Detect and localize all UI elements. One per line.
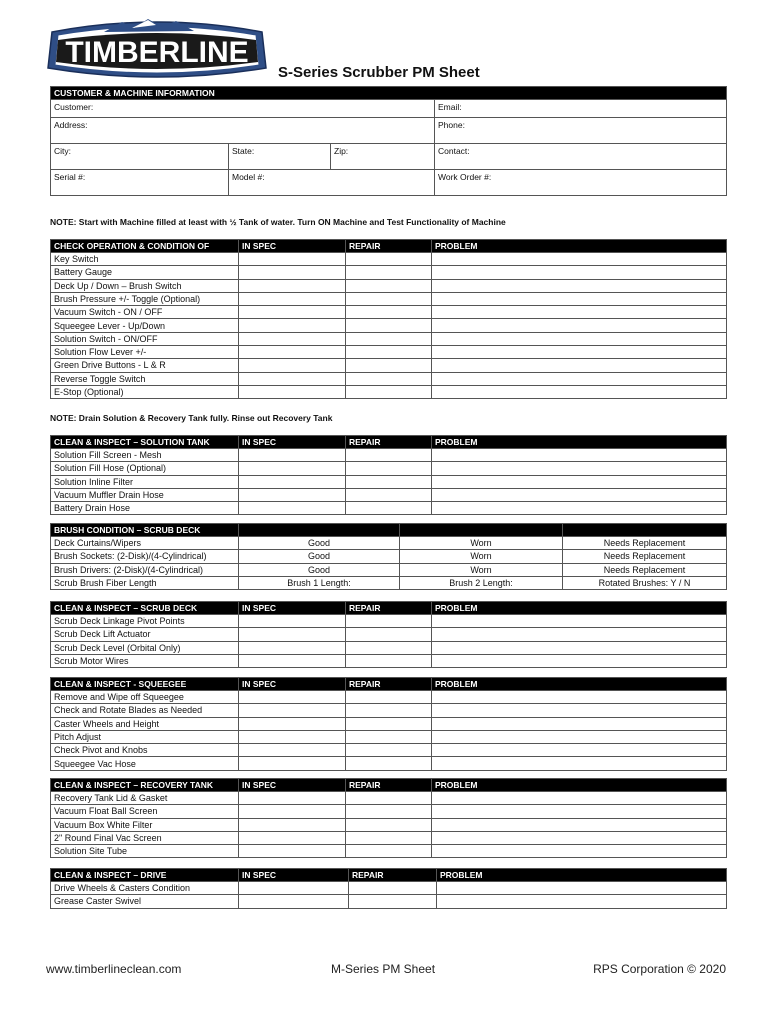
checklist-item-label: Solution Fill Screen - Mesh (51, 449, 239, 462)
repair-cell[interactable] (346, 502, 432, 515)
table-row (51, 628, 727, 641)
contact-field[interactable]: Contact: (435, 144, 727, 170)
table-row (51, 253, 727, 266)
table-row (51, 266, 727, 279)
table-row (51, 462, 727, 475)
drive-heading: CLEAN & INSPECT – DRIVE (51, 869, 239, 882)
drive-table (50, 868, 727, 909)
checklist-item-label: Reverse Toggle Switch (51, 372, 239, 385)
problem-cell[interactable] (432, 831, 727, 844)
checklist-item-label: Solution Switch - ON/OFF (51, 332, 239, 345)
problem-cell[interactable] (432, 385, 727, 398)
repair-header: REPAIR (346, 602, 432, 615)
table-row (51, 805, 727, 818)
in-spec-cell[interactable] (239, 449, 346, 462)
in-spec-cell[interactable] (239, 266, 346, 279)
worn-option[interactable]: Worn (400, 550, 563, 563)
squeegee-heading: CLEAN & INSPECT - SQUEEGEE (51, 678, 239, 691)
repair-header: REPAIR (346, 678, 432, 691)
checklist-item-label: Remove and Wipe off Squeegee (51, 691, 239, 704)
table-row (51, 346, 727, 359)
in-spec-cell[interactable] (239, 882, 349, 895)
table-row (51, 895, 727, 908)
checklist-item-label: E-Stop (Optional) (51, 385, 239, 398)
footer-website[interactable]: www.timberlineclean.com (46, 962, 182, 976)
problem-header: PROBLEM (432, 602, 727, 615)
repair-cell[interactable] (346, 641, 432, 654)
problem-cell[interactable] (437, 882, 727, 895)
problem-header: PROBLEM (437, 869, 727, 882)
checklist-item-label: Green Drive Buttons - L & R (51, 359, 239, 372)
repair-cell[interactable] (346, 654, 432, 667)
table-row (51, 475, 727, 488)
good-option[interactable]: Good (239, 563, 400, 576)
in-spec-cell[interactable] (239, 615, 346, 628)
problem-cell[interactable] (432, 502, 727, 515)
repair-cell[interactable] (346, 253, 432, 266)
in-spec-cell[interactable] (239, 845, 346, 858)
in-spec-cell[interactable] (239, 818, 346, 831)
repair-cell[interactable] (346, 691, 432, 704)
table-row (51, 717, 727, 730)
row-label: Brush Sockets: (2-Disk)/(4-Cylindrical) (51, 550, 239, 563)
checklist-item-label: Scrub Deck Level (Orbital Only) (51, 641, 239, 654)
brush-1-length-field[interactable]: Brush 1 Length: (239, 576, 400, 589)
check-operation-heading: CHECK OPERATION & CONDITION OF (51, 240, 239, 253)
repair-header: REPAIR (346, 779, 432, 792)
problem-header: PROBLEM (432, 779, 727, 792)
in-spec-cell[interactable] (239, 831, 346, 844)
repair-cell[interactable] (346, 372, 432, 385)
solution-tank-table (50, 435, 727, 515)
table-row (51, 550, 727, 563)
email-field[interactable]: Email: (435, 100, 727, 118)
problem-cell[interactable] (432, 253, 727, 266)
worn-option[interactable]: Worn (400, 563, 563, 576)
table-row (51, 654, 727, 667)
checklist-item-label: Vacuum Float Ball Screen (51, 805, 239, 818)
in-spec-cell[interactable] (239, 292, 346, 305)
problem-cell[interactable] (432, 744, 727, 757)
brush-condition-heading: BRUSH CONDITION – SCRUB DECK (51, 524, 239, 537)
problem-cell[interactable] (432, 717, 727, 730)
checklist-item-label: Check Pivot and Knobs (51, 744, 239, 757)
table-row (51, 831, 727, 844)
in-spec-header: IN SPEC (239, 678, 346, 691)
problem-cell[interactable] (432, 730, 727, 743)
repair-cell[interactable] (346, 805, 432, 818)
in-spec-cell[interactable] (239, 641, 346, 654)
table-row (51, 576, 727, 589)
in-spec-header: IN SPEC (239, 602, 346, 615)
checklist-item-label: Vacuum Switch - ON / OFF (51, 306, 239, 319)
repair-cell[interactable] (346, 292, 432, 305)
in-spec-header: IN SPEC (239, 436, 346, 449)
squeegee-table (50, 677, 727, 771)
checklist-item-label: Brush Pressure +/- Toggle (Optional) (51, 292, 239, 305)
repair-cell[interactable] (346, 279, 432, 292)
repair-cell[interactable] (346, 744, 432, 757)
table-row (51, 332, 727, 345)
row-label: Brush Drivers: (2-Disk)/(4-Cylindrical) (51, 563, 239, 576)
checklist-item-label: Vacuum Muffler Drain Hose (51, 488, 239, 501)
page-title: S-Series Scrubber PM Sheet (278, 64, 480, 81)
table-row (51, 641, 727, 654)
in-spec-cell[interactable] (239, 744, 346, 757)
checklist-item-label: Key Switch (51, 253, 239, 266)
problem-cell[interactable] (437, 895, 727, 908)
repair-cell[interactable] (346, 730, 432, 743)
table-row (51, 563, 727, 576)
repair-cell[interactable] (346, 346, 432, 359)
problem-cell[interactable] (432, 615, 727, 628)
in-spec-header: IN SPEC (239, 869, 349, 882)
in-spec-cell[interactable] (239, 654, 346, 667)
footer-copyright: RPS Corporation © 2020 (593, 962, 726, 976)
checklist-item-label: Check and Rotate Blades as Needed (51, 704, 239, 717)
repair-cell[interactable] (346, 704, 432, 717)
problem-cell[interactable] (432, 359, 727, 372)
table-row (51, 882, 727, 895)
replace-option[interactable]: Needs Replacement (563, 563, 727, 576)
repair-cell[interactable] (346, 615, 432, 628)
table-row (51, 319, 727, 332)
good-option[interactable]: Good (239, 550, 400, 563)
in-spec-cell[interactable] (239, 805, 346, 818)
in-spec-cell[interactable] (239, 359, 346, 372)
in-spec-cell[interactable] (239, 279, 346, 292)
checklist-item-label: Caster Wheels and Height (51, 717, 239, 730)
checklist-item-label: Solution Inline Filter (51, 475, 239, 488)
checklist-item-label: Grease Caster Swivel (51, 895, 239, 908)
table-row (51, 385, 727, 398)
checklist-item-label: Squeegee Lever - Up/Down (51, 319, 239, 332)
table-row (51, 359, 727, 372)
table-row (51, 792, 727, 805)
table-row (51, 744, 727, 757)
in-spec-cell[interactable] (239, 704, 346, 717)
recovery-tank-table (50, 778, 727, 858)
table-row (51, 502, 727, 515)
problem-cell[interactable] (432, 691, 727, 704)
table-row (51, 818, 727, 831)
problem-header: PROBLEM (432, 436, 727, 449)
checklist-item-label: Scrub Motor Wires (51, 654, 239, 667)
table-row (51, 691, 727, 704)
problem-cell[interactable] (432, 654, 727, 667)
problem-cell[interactable] (432, 372, 727, 385)
row-label: Scrub Brush Fiber Length (51, 576, 239, 589)
repair-header: REPAIR (349, 869, 437, 882)
scrub-deck-table (50, 601, 727, 668)
footer-sheet-name: M-Series PM Sheet (331, 962, 436, 976)
in-spec-header: IN SPEC (239, 240, 346, 253)
repair-cell[interactable] (349, 882, 437, 895)
in-spec-cell[interactable] (239, 757, 346, 770)
problem-cell[interactable] (432, 449, 727, 462)
worn-option[interactable]: Worn (400, 537, 563, 550)
zip-field[interactable]: Zip: (331, 144, 435, 170)
table-row (51, 704, 727, 717)
in-spec-cell[interactable] (239, 628, 346, 641)
work-order-field[interactable]: Work Order #: (435, 170, 727, 196)
table-row (51, 292, 727, 305)
problem-cell[interactable] (432, 628, 727, 641)
customer-field[interactable]: Customer: (51, 100, 435, 118)
in-spec-cell[interactable] (239, 895, 349, 908)
repair-cell[interactable] (349, 895, 437, 908)
in-spec-cell[interactable] (239, 502, 346, 515)
repair-cell[interactable] (346, 332, 432, 345)
problem-cell[interactable] (432, 757, 727, 770)
note-start: NOTE: Start with Machine filled at least with ½ Tank of water. Turn ON Machine and Test Functionality of Machine (50, 217, 506, 227)
checklist-item-label: Scrub Deck Linkage Pivot Points (51, 615, 239, 628)
checklist-item-label: Pitch Adjust (51, 730, 239, 743)
in-spec-cell[interactable] (239, 717, 346, 730)
good-option[interactable]: Good (239, 537, 400, 550)
problem-cell[interactable] (432, 475, 727, 488)
brush-condition-table (50, 523, 727, 590)
address-field[interactable]: Address: (51, 118, 435, 144)
problem-cell[interactable] (432, 805, 727, 818)
in-spec-cell[interactable] (239, 385, 346, 398)
in-spec-cell[interactable] (239, 332, 346, 345)
repair-cell[interactable] (346, 818, 432, 831)
problem-cell[interactable] (432, 306, 727, 319)
in-spec-cell[interactable] (239, 346, 346, 359)
in-spec-cell[interactable] (239, 792, 346, 805)
logo-text: TIMBERLINE (65, 36, 249, 69)
replace-option[interactable]: Needs Replacement (563, 550, 727, 563)
in-spec-cell[interactable] (239, 730, 346, 743)
solution-tank-heading: CLEAN & INSPECT – SOLUTION TANK (51, 436, 239, 449)
checklist-item-label: Deck Up / Down – Brush Switch (51, 279, 239, 292)
repair-cell[interactable] (346, 319, 432, 332)
repair-cell[interactable] (346, 831, 432, 844)
in-spec-header: IN SPEC (239, 779, 346, 792)
table-row (51, 372, 727, 385)
check-operation-table (50, 239, 727, 399)
table-row (51, 757, 727, 770)
in-spec-cell[interactable] (239, 306, 346, 319)
table-row (51, 845, 727, 858)
problem-cell[interactable] (432, 488, 727, 501)
problem-cell[interactable] (432, 332, 727, 345)
checklist-item-label: Vacuum Box White Filter (51, 818, 239, 831)
repair-cell[interactable] (346, 717, 432, 730)
repair-cell[interactable] (346, 757, 432, 770)
phone-field[interactable]: Phone: (435, 118, 727, 144)
problem-cell[interactable] (432, 792, 727, 805)
problem-cell[interactable] (432, 319, 727, 332)
in-spec-cell[interactable] (239, 462, 346, 475)
checklist-item-label: Solution Fill Hose (Optional) (51, 462, 239, 475)
row-label: Deck Curtains/Wipers (51, 537, 239, 550)
customer-info-heading: CUSTOMER & MACHINE INFORMATION (51, 87, 727, 100)
note-drain: NOTE: Drain Solution & Recovery Tank fully. Rinse out Recovery Tank (50, 413, 333, 423)
table-row (51, 615, 727, 628)
checklist-item-label: Battery Gauge (51, 266, 239, 279)
problem-header: PROBLEM (432, 240, 727, 253)
table-row (51, 488, 727, 501)
scrub-deck-heading: CLEAN & INSPECT – SCRUB DECK (51, 602, 239, 615)
table-row (51, 449, 727, 462)
table-row (51, 537, 727, 550)
repair-cell[interactable] (346, 475, 432, 488)
problem-cell[interactable] (432, 266, 727, 279)
repair-cell[interactable] (346, 449, 432, 462)
problem-cell[interactable] (432, 704, 727, 717)
problem-header: PROBLEM (432, 678, 727, 691)
in-spec-cell[interactable] (239, 253, 346, 266)
repair-cell[interactable] (346, 792, 432, 805)
repair-cell[interactable] (346, 488, 432, 501)
checklist-item-label: Solution Flow Lever +/- (51, 346, 239, 359)
checklist-item-label: Scrub Deck Lift Actuator (51, 628, 239, 641)
checklist-item-label: Battery Drain Hose (51, 502, 239, 515)
problem-cell[interactable] (432, 346, 727, 359)
repair-cell[interactable] (346, 266, 432, 279)
checklist-item-label: 2" Round Final Vac Screen (51, 831, 239, 844)
checklist-item-label: Recovery Tank Lid & Gasket (51, 792, 239, 805)
in-spec-cell[interactable] (239, 372, 346, 385)
table-row (51, 306, 727, 319)
problem-cell[interactable] (432, 279, 727, 292)
in-spec-cell[interactable] (239, 319, 346, 332)
recovery-tank-heading: CLEAN & INSPECT – RECOVERY TANK (51, 779, 239, 792)
repair-cell[interactable] (346, 628, 432, 641)
checklist-item-label: Squeegee Vac Hose (51, 757, 239, 770)
repair-cell[interactable] (346, 845, 432, 858)
table-row (51, 279, 727, 292)
state-field[interactable]: State: (229, 144, 331, 170)
brush-2-length-field[interactable]: Brush 2 Length: (400, 576, 563, 589)
repair-cell[interactable] (346, 462, 432, 475)
customer-info-table (50, 86, 727, 196)
in-spec-cell[interactable] (239, 475, 346, 488)
in-spec-cell[interactable] (239, 691, 346, 704)
problem-cell[interactable] (432, 845, 727, 858)
problem-cell[interactable] (432, 292, 727, 305)
repair-header: REPAIR (346, 436, 432, 449)
model-field[interactable]: Model #: (229, 170, 435, 196)
repair-cell[interactable] (346, 385, 432, 398)
in-spec-cell[interactable] (239, 488, 346, 501)
serial-field[interactable]: Serial #: (51, 170, 229, 196)
replace-option[interactable]: Needs Replacement (563, 537, 727, 550)
timberline-logo (44, 18, 270, 84)
repair-cell[interactable] (346, 306, 432, 319)
problem-cell[interactable] (432, 641, 727, 654)
rotated-brushes-field[interactable]: Rotated Brushes: Y / N (563, 576, 727, 589)
city-field[interactable]: City: (51, 144, 229, 170)
problem-cell[interactable] (432, 462, 727, 475)
problem-cell[interactable] (432, 818, 727, 831)
table-row (51, 730, 727, 743)
repair-cell[interactable] (346, 359, 432, 372)
repair-header: REPAIR (346, 240, 432, 253)
checklist-item-label: Drive Wheels & Casters Condition (51, 882, 239, 895)
checklist-item-label: Solution Site Tube (51, 845, 239, 858)
